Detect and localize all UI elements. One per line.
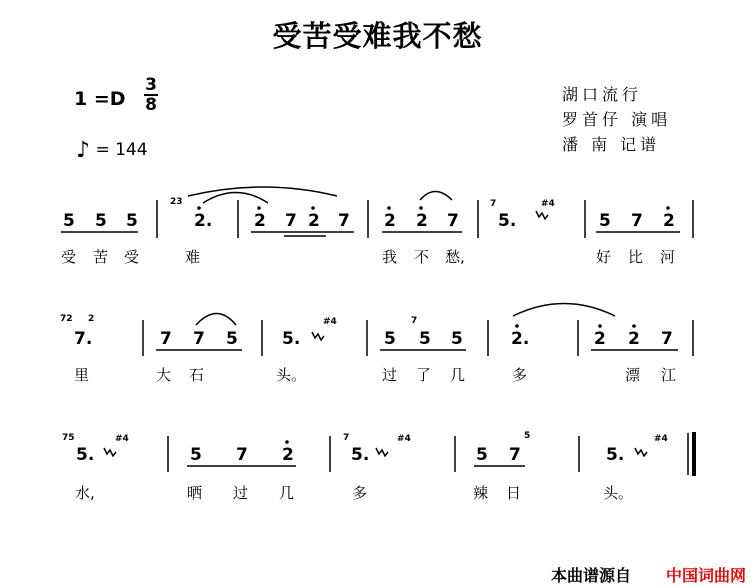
lyric: 头。 — [276, 366, 307, 384]
lyric: 里 — [74, 366, 90, 384]
grace-note: #4 — [323, 317, 337, 327]
lyric: 水, — [75, 484, 95, 502]
score-note: 5 — [126, 211, 138, 231]
lyric: 头。 — [603, 484, 634, 502]
score-note: 2 — [628, 329, 640, 349]
lyric: 大 — [156, 366, 172, 384]
credit-transcriber: 潘 南 记谱 — [562, 135, 661, 154]
score-note: 5. — [76, 445, 95, 465]
score-note: 7 — [509, 445, 521, 465]
grace-note: 23 — [170, 197, 183, 207]
lyric: 好 — [596, 248, 612, 266]
score-note: 7 — [447, 211, 459, 231]
lyric: 多 — [512, 366, 528, 384]
lyric: 多 — [352, 484, 368, 502]
lyric: 过 — [233, 484, 249, 502]
grace-note: 5 — [524, 431, 531, 441]
score-note: 7. — [74, 329, 93, 349]
score-note: 7 — [193, 329, 205, 349]
lyric: 几 — [279, 484, 295, 502]
lyric: 漂 — [625, 366, 641, 384]
lyric: 江 — [661, 366, 677, 384]
time-signature-bottom: 8 — [145, 95, 157, 115]
time-signature-top: 3 — [145, 75, 157, 95]
score-note: 5 — [190, 445, 202, 465]
score-note: 2 — [282, 445, 294, 465]
grace-note: 75 — [62, 433, 75, 443]
lyric: 日 — [506, 484, 522, 502]
score-note: 2 — [384, 211, 396, 231]
score-note: 5 — [63, 211, 75, 231]
score-note: 5. — [282, 329, 301, 349]
score-note: 2. — [194, 211, 213, 231]
score-note: 5 — [95, 211, 107, 231]
score-note: 7 — [631, 211, 643, 231]
lyric: 辣 — [473, 484, 489, 502]
source-site-link[interactable]: 中国词曲网 — [666, 566, 747, 585]
lyric: 过 — [382, 366, 398, 384]
score-note: 7 — [661, 329, 673, 349]
score-note: 2 — [308, 211, 320, 231]
score-note: 2 — [663, 211, 675, 231]
score-note: 5 — [384, 329, 396, 349]
tempo-value: = 144 — [95, 140, 148, 160]
score-note: 5 — [451, 329, 463, 349]
eighth-note-icon: ♪ — [76, 138, 91, 163]
score-note: 5 — [599, 211, 611, 231]
grace-note: 72 — [60, 314, 73, 324]
lyric: 苦 — [93, 248, 109, 266]
key-signature: 1 =D — [74, 88, 126, 110]
lyric: 晒 — [187, 484, 203, 502]
grace-note: #4 — [397, 434, 411, 444]
lyric: 比 — [628, 248, 644, 266]
lyric: 难 — [185, 248, 201, 266]
score-note: 5 — [419, 329, 431, 349]
score-note: 2 — [254, 211, 266, 231]
grace-note: #4 — [541, 199, 555, 209]
score-note: 5. — [498, 211, 517, 231]
score-note: 2 — [594, 329, 606, 349]
grace-note: 2 — [88, 314, 95, 324]
grace-note: 7 — [490, 199, 497, 209]
credit-singer: 罗首仔 演唱 — [562, 110, 672, 129]
score-note: 5. — [351, 445, 370, 465]
lyric: 受 — [61, 248, 77, 266]
lyric: 愁, — [445, 248, 465, 266]
score-note: 7 — [236, 445, 248, 465]
score-note: 7 — [285, 211, 297, 231]
song-title: 受苦受难我不愁 — [272, 19, 483, 53]
grace-note: 7 — [411, 316, 418, 326]
score-note: 5 — [476, 445, 488, 465]
lyric: 不 — [414, 248, 430, 266]
grace-note: #4 — [115, 434, 129, 444]
score-note: 2. — [511, 329, 530, 349]
lyric: 了 — [416, 366, 432, 384]
lyric: 几 — [450, 366, 466, 384]
credit-origin: 湖口流行 — [562, 85, 643, 104]
lyric: 河 — [660, 248, 676, 266]
lyric: 受 — [124, 248, 140, 266]
grace-note: 7 — [343, 433, 350, 443]
score-note: 5. — [606, 445, 625, 465]
score-note: 5 — [226, 329, 238, 349]
grace-note: #4 — [654, 434, 668, 444]
source-label: 本曲谱源自 — [551, 566, 632, 585]
score-note: 7 — [338, 211, 350, 231]
lyric: 石 — [189, 366, 205, 384]
score-note: 7 — [160, 329, 172, 349]
score-note: 2 — [416, 211, 428, 231]
lyric: 我 — [382, 248, 398, 266]
